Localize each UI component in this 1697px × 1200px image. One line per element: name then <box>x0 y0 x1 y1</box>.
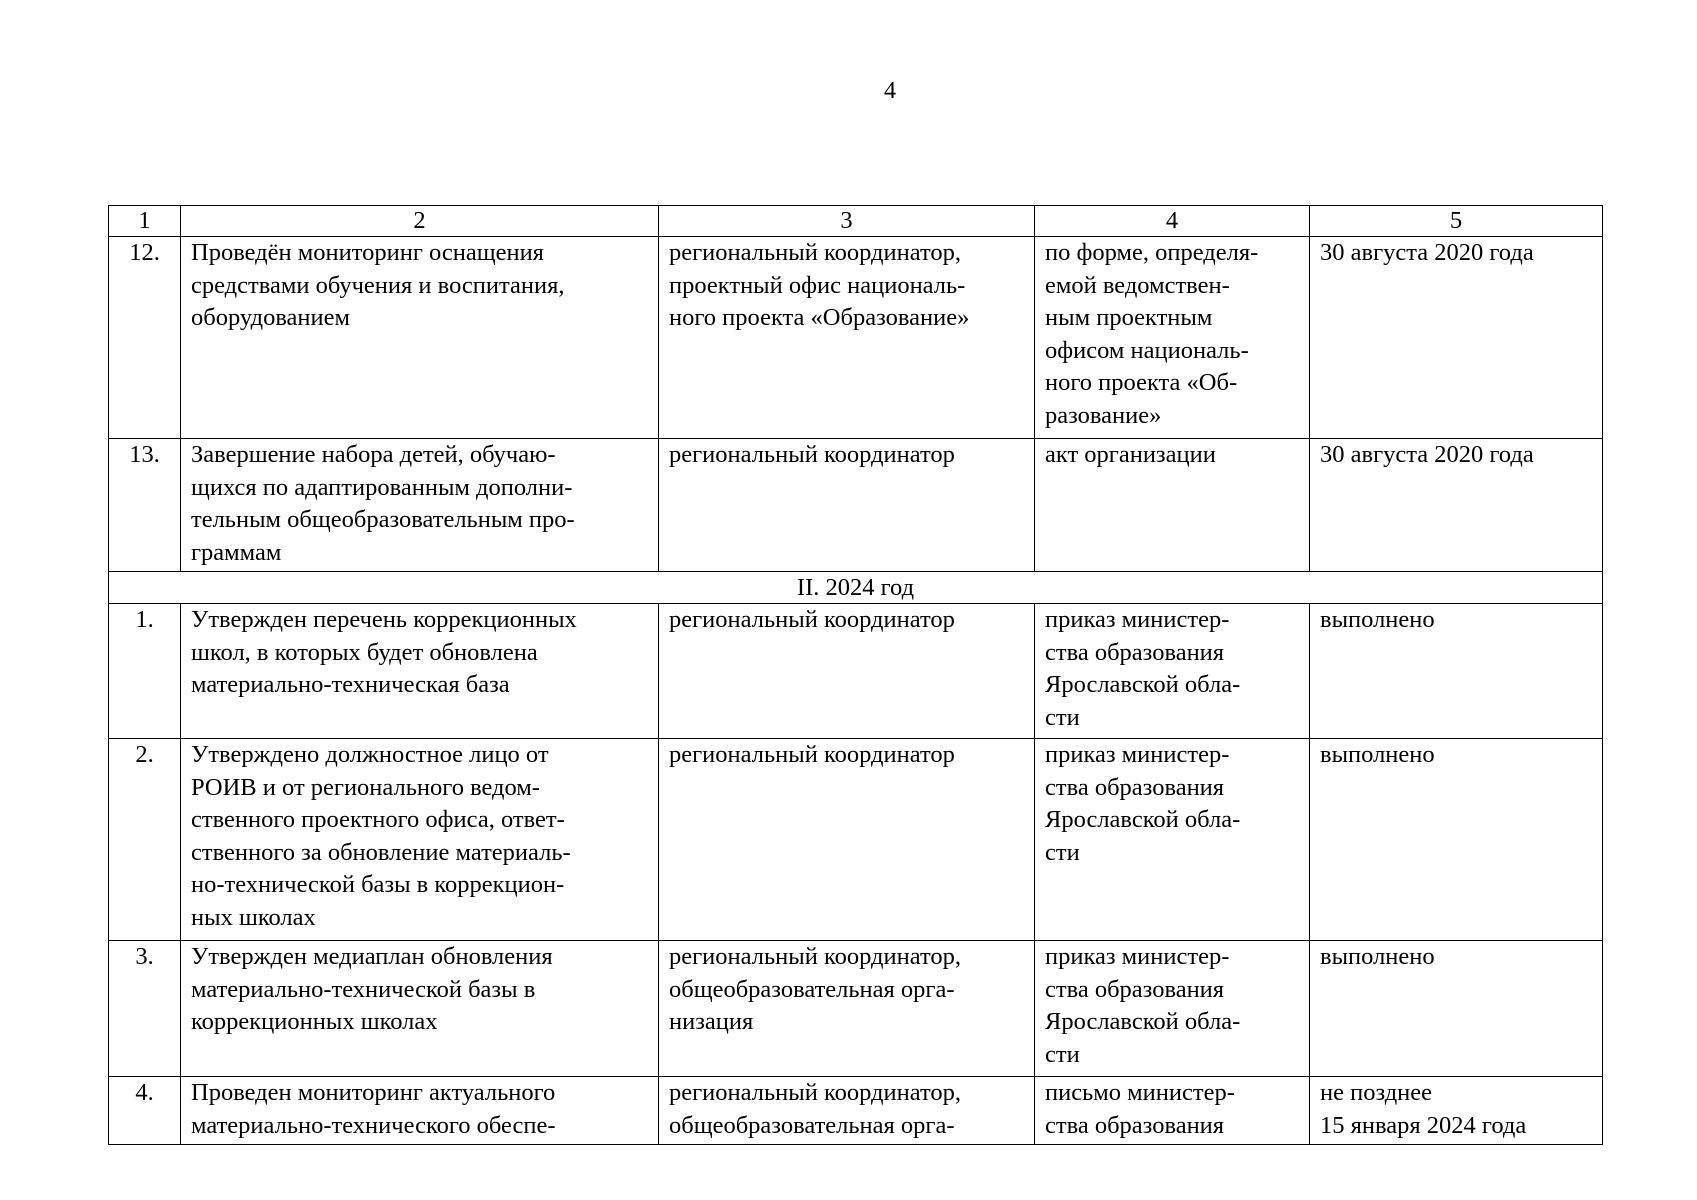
cell-line: 30 августа 2020 года <box>1320 239 1534 266</box>
cell-line: ных школах <box>191 903 316 931</box>
cell-line: ства образования <box>1045 638 1225 666</box>
cell-line: емой ведомствен- <box>1045 271 1230 299</box>
document-cell <box>1035 1077 1310 1145</box>
page-number: 4 <box>884 78 896 104</box>
cell-line: региональный координатор <box>669 741 955 768</box>
cell-line: ства образования <box>1045 773 1225 801</box>
cell-line: материально-техническая база <box>191 671 510 698</box>
cell-line: Утвержден перечень коррекционных <box>191 606 577 633</box>
cell-line: сти <box>1045 838 1080 866</box>
cell-line: школ, в которых будет обновлена <box>191 638 538 666</box>
row-number: 3. <box>109 941 181 1077</box>
result-cell <box>181 941 659 1077</box>
document-cell <box>1035 604 1310 739</box>
cell-line: по форме, определя- <box>1045 239 1259 266</box>
table-row <box>109 439 1603 572</box>
cell-line: сти <box>1045 1040 1080 1068</box>
document-cell <box>1035 739 1310 941</box>
row-number: 13. <box>109 439 181 572</box>
cell-line: РОИВ и от регионального ведом- <box>191 773 540 801</box>
cell-line: ственного за обновление материаль- <box>191 838 571 866</box>
cell-line: ным проектным <box>1045 304 1213 331</box>
cell-line: Проведён мониторинг оснащения <box>191 239 544 266</box>
cell-line: общеобразовательная орга- <box>669 975 955 1003</box>
result-cell <box>181 237 659 439</box>
table-row <box>109 604 1603 739</box>
deadline-cell <box>1310 604 1603 739</box>
responsible-cell <box>659 439 1035 572</box>
column-header: 5 <box>1310 206 1603 237</box>
cell-line: общеобразовательная орга- <box>669 1111 955 1139</box>
table-row <box>109 739 1603 941</box>
cell-line: Завершение набора детей, обучаю- <box>191 441 556 468</box>
column-header: 3 <box>659 206 1035 237</box>
deadline-cell <box>1310 237 1603 439</box>
responsible-cell <box>659 941 1035 1077</box>
result-cell <box>181 1077 659 1145</box>
cell-line: письмо министер- <box>1045 1079 1235 1106</box>
cell-line: материально-технического обеспе- <box>191 1111 556 1139</box>
cell-line: приказ министер- <box>1045 741 1230 768</box>
cell-line: акт организации <box>1045 441 1216 468</box>
row-number: 2. <box>109 739 181 941</box>
responsible-cell <box>659 604 1035 739</box>
document-cell <box>1035 237 1310 439</box>
cell-line: Ярославской обла- <box>1045 671 1241 698</box>
cell-line: Утверждено должностное лицо от <box>191 741 549 768</box>
cell-line: материально-технической базы в <box>191 975 536 1003</box>
cell-line: Проведен мониторинг актуального <box>191 1079 556 1106</box>
cell-line: Ярославской обла- <box>1045 806 1241 833</box>
cell-line: выполнено <box>1320 943 1435 970</box>
cell-line: региональный координатор, <box>669 239 961 266</box>
deadline-cell <box>1310 941 1603 1077</box>
cell-line: разование» <box>1045 401 1162 429</box>
cell-line: граммам <box>191 538 282 566</box>
cell-line: 15 января 2024 года <box>1320 1111 1527 1139</box>
document-cell <box>1035 941 1310 1077</box>
row-number: 4. <box>109 1077 181 1145</box>
table-row <box>109 1077 1603 1145</box>
cell-line: региональный координатор, <box>669 1079 961 1106</box>
cell-line: ства образования <box>1045 975 1225 1003</box>
cell-line: ства образования <box>1045 1111 1225 1139</box>
column-header: 2 <box>181 206 659 237</box>
table-row <box>109 237 1603 439</box>
deadline-cell <box>1310 1077 1603 1145</box>
result-cell <box>181 439 659 572</box>
result-cell <box>181 604 659 739</box>
cell-line: ного проекта «Об- <box>1045 369 1238 396</box>
cell-line: но-технической базы в коррекцион- <box>191 871 565 898</box>
responsible-cell <box>659 739 1035 941</box>
cell-line: Ярославской обла- <box>1045 1008 1241 1035</box>
table-row <box>109 941 1603 1077</box>
cell-line: Утвержден медиаплан обновления <box>191 943 553 970</box>
row-number: 1. <box>109 604 181 739</box>
column-header: 1 <box>109 206 181 237</box>
responsible-cell <box>659 1077 1035 1145</box>
cell-line: региональный координатор, <box>669 943 961 970</box>
responsible-cell <box>659 237 1035 439</box>
cell-line: средствами обучения и воспитания, <box>191 271 565 299</box>
column-header: 4 <box>1035 206 1310 237</box>
cell-line: не позднее <box>1320 1079 1433 1106</box>
cell-line: 30 августа 2020 года <box>1320 441 1534 468</box>
result-cell <box>181 739 659 941</box>
cell-line: коррекционных школах <box>191 1008 438 1035</box>
document-cell <box>1035 439 1310 572</box>
cell-line: проектный офис националь- <box>669 271 966 299</box>
cell-line: приказ министер- <box>1045 943 1230 970</box>
deadline-cell <box>1310 439 1603 572</box>
section-title: II. 2024 год <box>109 572 1603 604</box>
cell-line: сти <box>1045 703 1080 731</box>
cell-line: оборудованием <box>191 304 351 331</box>
cell-line: выполнено <box>1320 606 1435 633</box>
cell-line: офисом националь- <box>1045 336 1249 364</box>
cell-line: ственного проектного офиса, ответ- <box>191 806 565 833</box>
deadline-cell <box>1310 739 1603 941</box>
row-number: 12. <box>109 237 181 439</box>
plan-table <box>108 205 1603 1145</box>
cell-line: ного проекта «Образование» <box>669 304 970 331</box>
cell-line: региональный координатор <box>669 606 955 633</box>
section-row <box>109 572 1603 604</box>
cell-line: тельным общеобразовательным про- <box>191 506 575 533</box>
cell-line: низация <box>669 1008 754 1035</box>
cell-line: щихся по адаптированным дополни- <box>191 473 573 501</box>
cell-line: выполнено <box>1320 741 1435 768</box>
cell-line: приказ министер- <box>1045 606 1230 633</box>
table-header-row <box>109 206 1603 237</box>
cell-line: региональный координатор <box>669 441 955 468</box>
